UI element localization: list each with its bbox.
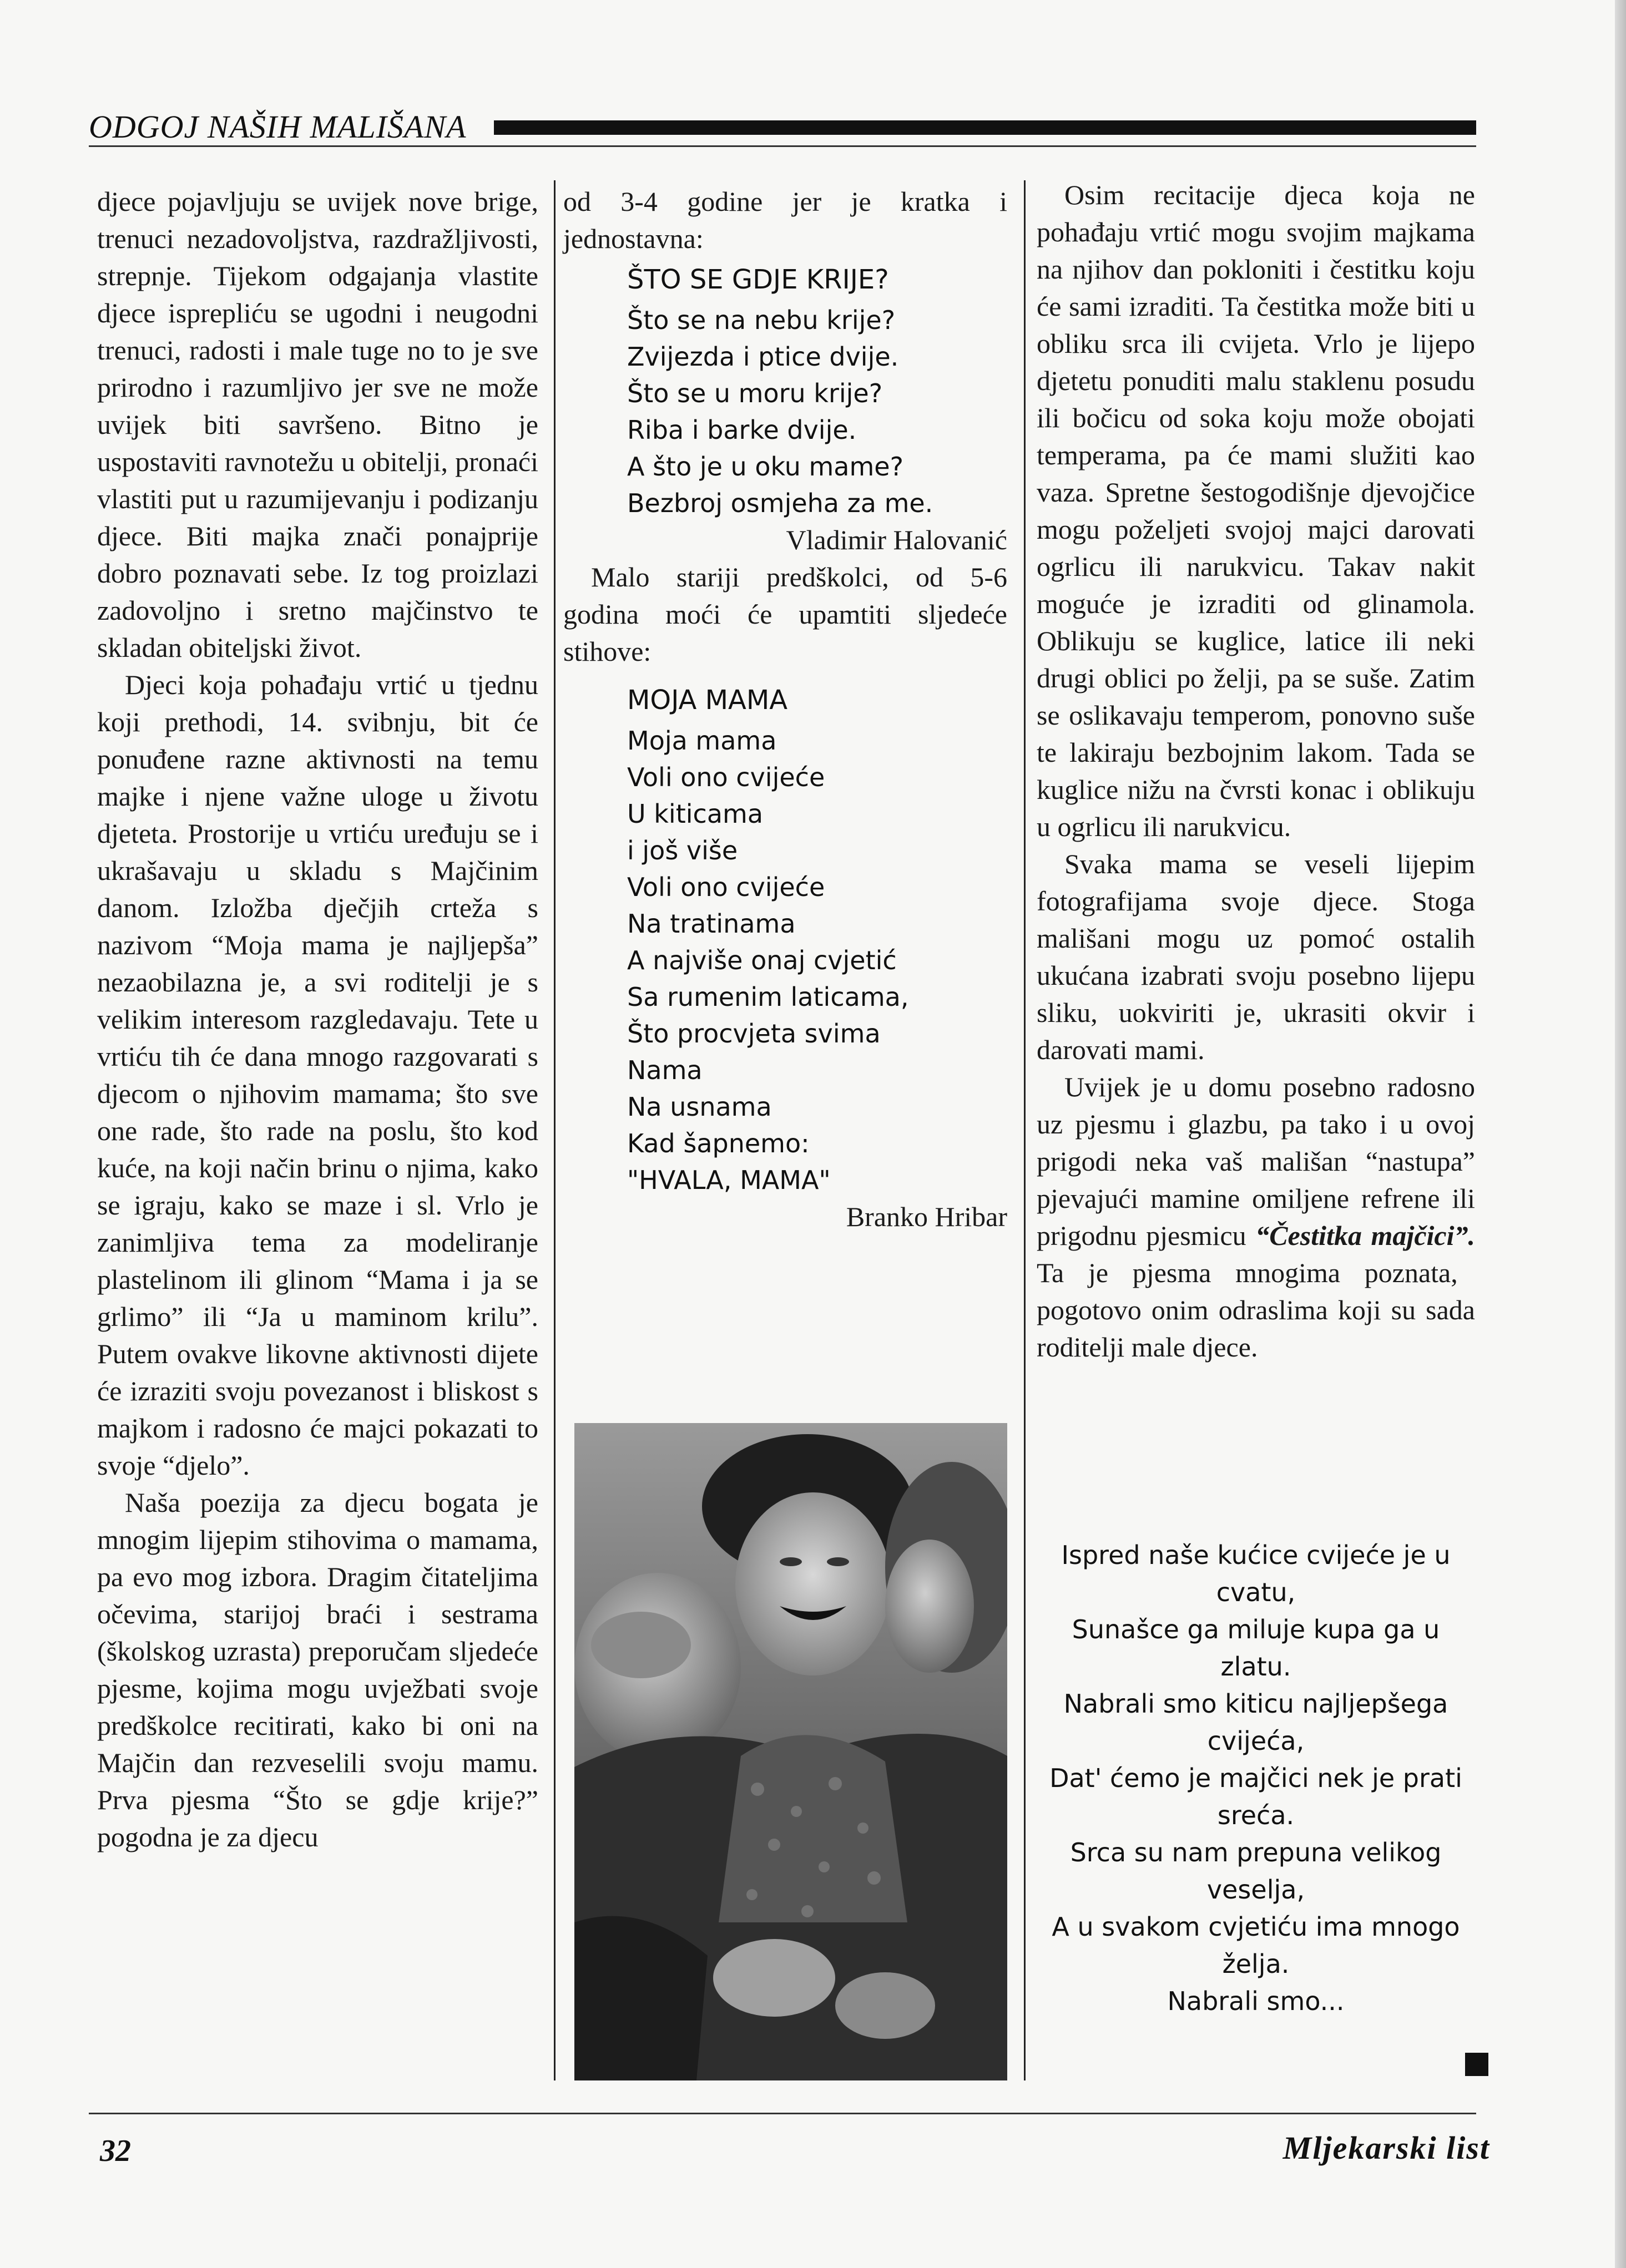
poem-line: Bezbroj osmjeha za me. bbox=[627, 488, 933, 518]
poem-line: Voli ono cvijeće bbox=[627, 762, 825, 792]
verse-line: Srca su nam prepuna velikog veselja, bbox=[1070, 1837, 1442, 1905]
scan-edge bbox=[1615, 0, 1626, 2268]
poem-line: Što se u moru krije? bbox=[627, 378, 883, 408]
poem-1 bbox=[627, 302, 1007, 522]
poem-line: i još više bbox=[627, 836, 738, 865]
poem-line: A što je u oku mame? bbox=[627, 452, 904, 482]
poem-line: Moja mama bbox=[627, 726, 777, 756]
column-1 bbox=[97, 183, 538, 1856]
header-rule bbox=[89, 145, 1476, 147]
poem-author: Branko Hribar bbox=[846, 1201, 1007, 1232]
song-verse bbox=[1037, 1537, 1475, 2020]
verse-line: A u svakom cvjetiću ima mnogo želja. bbox=[1052, 1912, 1460, 1979]
section-header bbox=[89, 108, 1476, 147]
poem-line: Što procvjeta svima bbox=[627, 1019, 881, 1049]
verse-line: Dat' ćemo je majčici nek je prati sreća. bbox=[1049, 1763, 1462, 1830]
verse-line: Nabrali smo kiticu najljepšega cvijeća, bbox=[1063, 1689, 1448, 1756]
column-2 bbox=[563, 183, 1007, 1236]
poem-line: Sa rumenim laticama, bbox=[627, 982, 909, 1012]
verse-line: Nabrali smo... bbox=[1167, 1986, 1345, 2016]
verse-line: Sunašce ga miluje kupa ga u zlatu. bbox=[1072, 1614, 1440, 1682]
poem-2 bbox=[627, 722, 1007, 1198]
paragraph-text: Ta je pjesma mnogima poznata, pogotovo onim odraslima koji su sada roditelji male djece. bbox=[1037, 1257, 1475, 1363]
end-of-article-mark bbox=[1465, 2053, 1488, 2076]
header-bar bbox=[494, 120, 1476, 135]
paragraph: djece pojavljuju se uvijek nove brige, trenuci nezadovoljstva, razdražljivosti, strepnje. Tijekom odgajanja vlastite djece isprepliću se ugodni i neugodni trenuci, radosti i male tuge no to je sve prirodno i razumljivo jer sve ne može uvijek biti savršeno. Bitno je uspostaviti ravnotežu u obitelji, pronaći vlastiti put u razumijevanju i podizanju djece. Biti majka znači ponajprije dobro poznavati sebe. Iz tog proizlazi zadovoljno i sretno majčinstvo te skladan obiteljski život. bbox=[97, 186, 538, 663]
poem-line: "HVALA, MAMA" bbox=[627, 1165, 831, 1195]
mother-children-photo bbox=[574, 1423, 1007, 2080]
page-number: 32 bbox=[100, 2134, 131, 2168]
section-title: ODGOJ NAŠIH MALIŠANA bbox=[89, 109, 467, 145]
photo-illustration bbox=[574, 1423, 1007, 2080]
poem-title: ŠTO SE GDJE KRIJE? bbox=[627, 264, 889, 295]
poem-line: A najviše onaj cvjetić bbox=[627, 945, 897, 975]
poem-line: Voli ono cvijeće bbox=[627, 872, 825, 902]
poem-author: Vladimir Halovanić bbox=[786, 524, 1007, 555]
paragraph bbox=[1037, 1069, 1475, 1366]
paragraph: Djeci koja pohađaju vrtić u tjednu koji prethodi, 14. svibnju, bit će ponuđene razne aktivnosti na temu majke i njene važne uloge u životu djeteta. Prostorije u vrtiću uređuju se i ukrašavaju u skladu s Majčinim danom. Izložba dječjih crteža s nazivom “Moja mama je najljepša” nezaobilazna je, a svi roditelji je s velikim interesom razgledavaju. Tete u vrtiću tih će dana mnogo razgovarati s djecom o njihovim mamama; što sve one rade, što rade na poslu, što kod kuće, na koji način brinu o njima, kako se igraju, kako se maze i sl. Vrlo je zanimljiva tema za modeliranje plastelinom ili glinom “Mama i ja se grlimo” ili “Ja u maminom krilu”. Putem ovakve likovne aktivnosti dijete će izraziti svoju povezanost i bliskost s majkom i radosno će majci pokazati to svoje “djelo”. bbox=[97, 669, 538, 1481]
poem-line: Što se na nebu krije? bbox=[627, 305, 896, 335]
paragraph: Osim recitacije djeca koja ne pohađaju vrtić mogu svojim majkama na njihov dan pokloniti i čestitku koju će sami izraditi. Ta čestitka može biti u obliku srca ili cvijeta. Vrlo je lijepo djetetu ponuditi malu staklenu posudu ili bočicu od soka koju može obojati temperama, pa će mami služiti kao vaza. Spretne šestogodišnje djevojčice mogu poželjeti svojoj majci darovati ogrlicu ili narukvicu. Takav nakit moguće je izraditi od glinamola. Oblikuju se kuglice, latice ili neki drugi oblici po želji, pa se suše. Zatim se oslikavaju temperom, ponovno suše te lakiraju bezbojnim lakom. Tada se kuglice nižu na čvrsti konac i oblikuju u ogrlicu ili narukvicu. bbox=[1037, 179, 1475, 842]
paragraph: Naša poezija za djecu bogata je mnogim lijepim stihovima o mamama, pa evo mog izbora. Dragim čitateljima očevima, starijoj braći i sestrama (školskog uzrasta) preporučam sljedeće pjesme, kojima mogu uvježbati svoje predškolce recitirati, kako bi oni na Majčin dan rezveselili svoju mamu. Prva pjesma “Što se gdje krije?” pogodna je za djecu bbox=[97, 1487, 538, 1852]
poem-line: Na tratinama bbox=[627, 909, 796, 939]
paragraph: Malo stariji predškolci, od 5-6 godina moći će upamtiti sljedeće stihove: bbox=[563, 561, 1007, 667]
poem-line: U kiticama bbox=[627, 799, 764, 829]
poem-line: Na usnama bbox=[627, 1092, 772, 1122]
paragraph: od 3-4 godine jer je kratka i jednostavna: bbox=[563, 186, 1007, 254]
poem-line: Zvijezda i ptice dvije. bbox=[627, 342, 899, 372]
poem-line: Kad šapnemo: bbox=[627, 1128, 810, 1158]
paragraph-text: Uvijek je u domu posebno radosno uz pjesmu i glazbu, pa tako i u ovoj prigodi neka vaš mališan “nastupa” pjevajući mamine omiljene refrene ili prigodnu pjesmicu bbox=[1037, 1071, 1475, 1251]
song-title: “Čestitka majčici”. bbox=[1255, 1220, 1475, 1251]
column-divider bbox=[1024, 180, 1026, 2080]
column-divider bbox=[554, 180, 556, 2080]
paragraph: Svaka mama se veseli lijepim fotografijama svoje djece. Stoga mališani mogu uz pomoć ostalih ukućana izabrati svoju posebno lijepu sliku, uokviriti je, ukrasiti okvir i darovati mami. bbox=[1037, 848, 1475, 1065]
footer-rule bbox=[89, 2113, 1476, 2114]
poem-line: Riba i barke dvije. bbox=[627, 415, 857, 445]
verse-line: Ispred naše kućice cvijeće je u cvatu, bbox=[1061, 1540, 1451, 1607]
poem-title: MOJA MAMA bbox=[627, 685, 788, 716]
poem-line: Nama bbox=[627, 1055, 703, 1085]
column-3 bbox=[1037, 176, 1475, 1366]
publication-name: Mljekarski list bbox=[1282, 2130, 1490, 2166]
